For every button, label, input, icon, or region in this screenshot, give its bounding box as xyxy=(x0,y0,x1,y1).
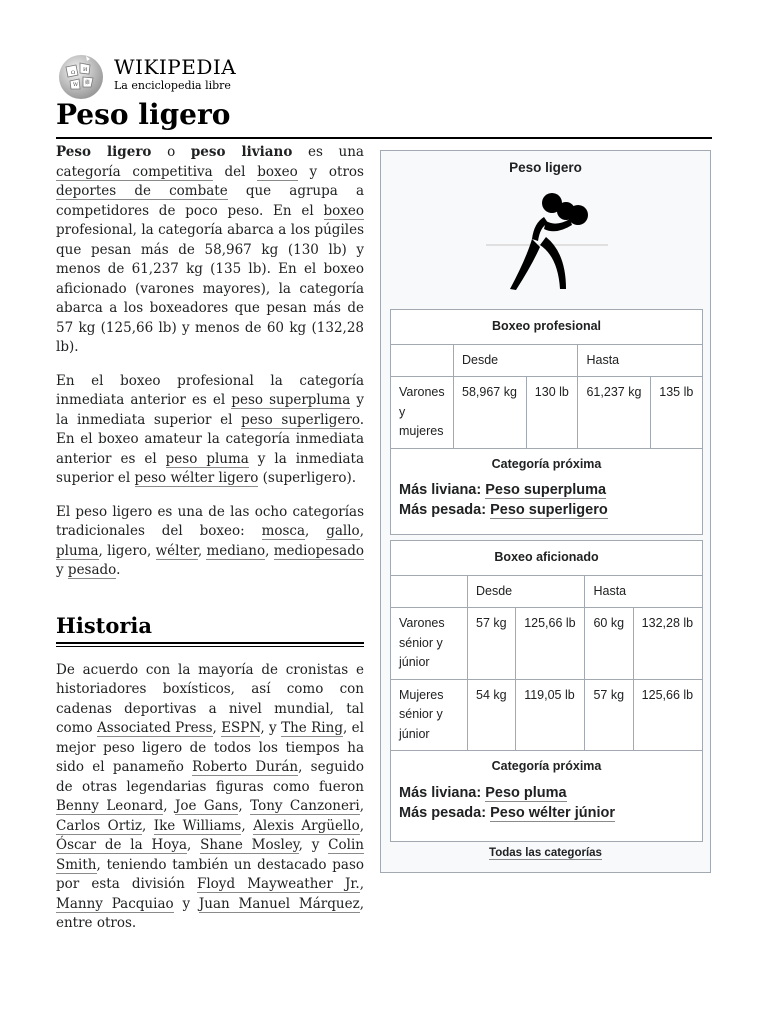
amateur-proxima-heading: Categoría próxima xyxy=(491,759,602,773)
paragraph-historia: De acuerdo con la mayoría de cronistas e historiadores boxísticos, así como con cadenas deportivas a nivel mundial, tal como Associated Press, ESPN, y The Ring, el mejor peso ligero de todos los tiempos ha sido el panameño Roberto Durán, seguido de otras legendarias figuras como fueron Benny Leonard, Joe Gans, Tony Canzoneri, Carlos Ortiz, Ike Williams, Alexis Argüello, Óscar de la Hoya, Shane Mosley, y Colin Smith, teniendo también un destacado paso por esta división Floyd Mayweather Jr., Manny Pacquiao y Juan Manuel Márquez, entre otros. xyxy=(56,661,365,931)
all-categories-link[interactable]: Todas las categorías xyxy=(489,847,602,859)
amateur-proxima-cell xyxy=(391,751,703,842)
inline-link[interactable]: Óscar de la Hoya xyxy=(56,837,188,853)
inline-link[interactable]: wélter xyxy=(155,542,198,559)
inline-link[interactable]: Alexis Argüello xyxy=(253,817,360,834)
inline-link[interactable]: Associated Press xyxy=(97,720,213,736)
amateur-desde-kg: 54 kg xyxy=(468,679,516,751)
inline-link[interactable]: Shane Mosley xyxy=(200,837,299,853)
amateur-lighter-label: Más liviana: xyxy=(399,784,482,801)
amateur-desde-lb: 119,05 lb xyxy=(516,679,585,751)
amateur-desde-kg: 57 kg xyxy=(468,608,516,680)
infobox-title: Peso ligero xyxy=(509,160,582,175)
section-rule xyxy=(56,642,364,644)
inline-link[interactable]: gallo xyxy=(326,523,360,539)
pro-heavier xyxy=(399,500,694,520)
pro-row-label: Varones y mujeres xyxy=(391,377,454,449)
infobox xyxy=(380,150,711,873)
section-heading-historia: Historia xyxy=(56,612,152,638)
inline-link[interactable]: Manny Pacquiao xyxy=(56,895,174,912)
pro-lighter-link[interactable]: Peso superpluma xyxy=(485,482,607,498)
inline-link[interactable]: categoría competitiva xyxy=(56,163,213,180)
inline-link[interactable]: mosca xyxy=(261,523,306,539)
inline-link[interactable]: mediano xyxy=(206,542,266,559)
pro-desde-header: Desde xyxy=(454,344,578,377)
inline-link[interactable]: peso pluma xyxy=(165,450,249,467)
inline-link[interactable]: Ike Williams xyxy=(153,817,242,834)
section-rule-thin xyxy=(56,646,364,647)
amateur-heavier xyxy=(399,803,694,823)
amateur-hasta-kg: 60 kg xyxy=(585,608,633,680)
pro-heavier-label: Más pesada: xyxy=(399,502,487,518)
pro-hasta-kg: 61,237 kg xyxy=(578,377,651,449)
inline-link[interactable]: mediopesado xyxy=(273,542,364,559)
pro-proxima-heading: Categoría próxima xyxy=(491,456,602,471)
wikipedia-wordmark[interactable]: WIKIPEDIA xyxy=(114,55,237,79)
inline-link[interactable]: ESPN xyxy=(221,720,261,736)
inline-link[interactable]: Juan Manuel Márquez xyxy=(198,895,360,912)
inline-link[interactable]: peso superpluma xyxy=(231,392,351,408)
pro-lighter xyxy=(399,480,694,500)
amateur-heavier-label: Más pesada: xyxy=(399,804,487,821)
inline-link[interactable]: Floyd Mayweather Jr. xyxy=(197,876,360,892)
amateur-row-label: Mujeres sénior y júnior xyxy=(391,679,468,751)
amateur-lighter-link[interactable]: Peso pluma xyxy=(485,784,567,801)
amateur-desde-lb: 125,66 lb xyxy=(516,608,585,680)
boxing-pictogram-icon xyxy=(486,189,608,293)
pro-desde-lb: 130 lb xyxy=(526,377,578,449)
wikipedia-tagline: La enciclopedia libre xyxy=(114,79,231,92)
pro-heavier-link[interactable]: Peso superligero xyxy=(490,502,608,518)
paragraph-adjacent-categories: En el boxeo profesional la categoría inmediata anterior es el peso superpluma y la inmediata superior el peso superligero. En el boxeo amateur la categoría inmediata anterior es el peso pluma y la inmediata superior el peso wélter ligero (superligero). xyxy=(56,372,365,486)
pro-proxima-cell xyxy=(391,448,703,535)
article-body xyxy=(56,143,364,948)
wikipedia-globe-logo[interactable] xyxy=(56,53,106,101)
pro-hasta-header: Hasta xyxy=(578,344,703,377)
inline-link[interactable]: boxeo xyxy=(323,202,364,219)
amateur-hasta-header: Hasta xyxy=(585,575,703,608)
amateur-hasta-lb: 132,28 lb xyxy=(633,608,702,680)
amateur-boxing-table xyxy=(390,540,703,842)
amateur-empty-cell xyxy=(391,575,468,608)
amateur-hasta-kg: 57 kg xyxy=(585,679,633,751)
bold-term: Peso ligero xyxy=(56,144,152,160)
title-underline xyxy=(56,137,712,139)
amateur-desde-header: Desde xyxy=(468,575,585,608)
inline-link[interactable]: Roberto Durán xyxy=(192,759,299,775)
table-row xyxy=(391,679,703,751)
svg-text:維: 維 xyxy=(85,80,91,86)
inline-link[interactable]: peso wélter ligero xyxy=(134,470,259,486)
amateur-row-label: Varones sénior y júnior xyxy=(391,608,468,680)
inline-link[interactable]: Joe Gans xyxy=(174,798,239,814)
bold-term: peso liviano xyxy=(190,144,293,160)
pro-boxing-table xyxy=(390,309,703,535)
inline-link[interactable]: Colin Smith xyxy=(56,837,364,873)
pro-empty-cell xyxy=(391,344,454,377)
amateur-lighter xyxy=(399,783,694,803)
inline-link[interactable]: The Ring xyxy=(281,720,343,736)
inline-link[interactable]: boxeo xyxy=(257,163,298,180)
amateur-hasta-lb: 125,66 lb xyxy=(633,679,702,751)
amateur-caption: Boxeo aficionado xyxy=(391,541,703,576)
pro-desde-kg: 58,967 kg xyxy=(454,377,527,449)
inline-link[interactable]: deportes de combate xyxy=(56,183,228,199)
svg-text:W: W xyxy=(73,82,79,88)
inline-link[interactable]: peso superligero xyxy=(241,411,360,428)
svg-text:Ω: Ω xyxy=(71,70,76,76)
inline-link[interactable]: Tony Canzoneri xyxy=(250,798,360,814)
pro-lighter-label: Más liviana: xyxy=(399,482,482,498)
all-categories-footer xyxy=(381,847,710,859)
paragraph-traditional-categories: El peso ligero es una de las ocho categorías tradicionales del boxeo: mosca, gallo, pluma, ligero, wélter, mediano, mediopesado y pesado. xyxy=(56,503,364,578)
inline-link[interactable]: Carlos Ortiz xyxy=(56,817,143,834)
paragraph-intro: Peso ligero o peso liviano es una categoría competitiva del boxeo y otros deportes de combate que agrupa a competidores de poco peso. En el boxeo profesional, la categoría abarca a los púgiles que pesan más de 58,967 kg (130 lb) y menos de 61,237 kg (135 lb). En el boxeo aficionado (varones mayores), la categoría abarca a los boxeadores que pesan más de 57 kg (125,66 lb) y menos de 60 kg (132,28 lb). xyxy=(56,144,364,355)
inline-link[interactable]: pesado xyxy=(67,562,117,578)
svg-text:И: И xyxy=(83,67,88,73)
table-row xyxy=(391,608,703,680)
page-title: Peso ligero xyxy=(56,98,231,131)
pro-hasta-lb: 135 lb xyxy=(651,377,703,449)
pro-caption: Boxeo profesional xyxy=(391,310,703,345)
inline-link[interactable]: Benny Leonard xyxy=(56,798,164,814)
inline-link[interactable]: pluma xyxy=(56,542,99,559)
amateur-heavier-link[interactable]: Peso wélter júnior xyxy=(490,804,615,821)
